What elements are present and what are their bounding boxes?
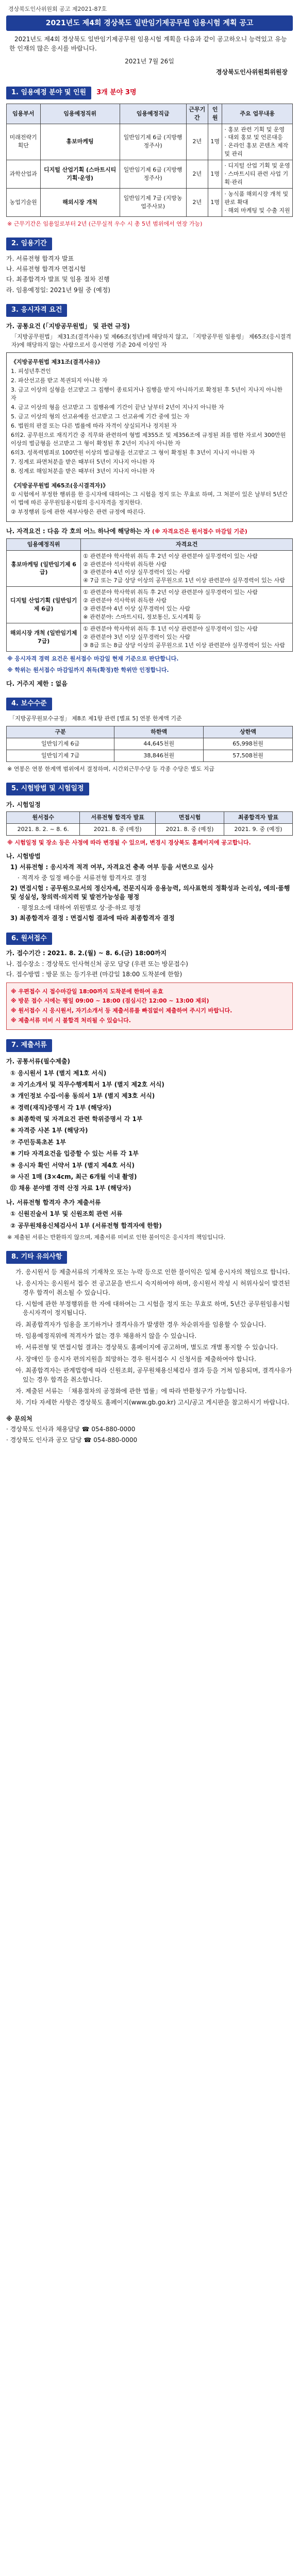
salary-table bbox=[6, 726, 293, 762]
warning-item: ※ 방문 접수 시에는 평일 09:00 ~ 18:00 (점심시간 12:00 ~ 13:00 제외) bbox=[11, 997, 209, 1005]
box-item: 2. 파산선고를 받고 복권되지 아니한 자 bbox=[11, 377, 108, 384]
cell-count: 1명 bbox=[208, 189, 222, 217]
cell-sched-interview: 2021. 8. 중 (예정) bbox=[155, 823, 224, 835]
cell-req-position: 디지털 산업기획 (일반임기제 6급) bbox=[7, 587, 81, 623]
section-1-extra: 3개 분야 3명 bbox=[96, 88, 137, 96]
schedule-table bbox=[6, 811, 293, 836]
list-item: · 적격자 중 일정 배수를 서류전형 합격자로 결정 bbox=[18, 874, 147, 882]
section-3-tag: 3. 응시자격 요건 bbox=[6, 304, 67, 317]
cell-dept: 미래전략기획단 bbox=[7, 124, 41, 160]
box-item: 7. 징계로 파면처분을 받은 때부터 5년이 지나지 아니한 자 bbox=[11, 458, 155, 465]
list-item: 가. 접수기간 : 2021. 8. 2.(월) ~ 8. 6.(금) 18:00까지 bbox=[6, 950, 167, 957]
list-item: ① 신원진술서 1부 및 신원조회 관련 서류 bbox=[10, 1210, 123, 1218]
section-5-tag: 5. 시험방법 및 시험일정 bbox=[6, 783, 89, 795]
th-sched-final: 최종합격자 발표 bbox=[224, 811, 292, 823]
section-4-tag: 4. 보수수준 bbox=[6, 698, 52, 710]
section-4-heading bbox=[6, 698, 293, 710]
contact-block bbox=[6, 1415, 293, 1445]
application-warning-box bbox=[6, 982, 293, 1030]
section-8-heading bbox=[6, 1251, 293, 1264]
cell-position: 홍보마케팅 bbox=[40, 124, 120, 160]
list-item: 3) 최종합격자 결정 : 면접시험 결과에 따라 최종합격자 결정 bbox=[10, 914, 175, 922]
disqualification-box bbox=[6, 352, 293, 522]
th-sched-interview: 면접시험 bbox=[155, 811, 224, 823]
box-item: 3. 금고 이상의 실형을 선고받고 그 집행이 종료되거나 집행을 받지 아니하기로 확정된 후 5년이 지나지 아니한 자 bbox=[11, 386, 283, 402]
list-item: ① 응시원서 1부 (별지 제1호 서식) bbox=[10, 1069, 107, 1077]
cell-salary-min: 38,846천원 bbox=[114, 750, 204, 761]
list-item: 바. 서류전형 및 면접시험 결과는 경상북도 홈페이지에 공고하며, 별도로 개별 통지할 수 있습니다. bbox=[15, 1344, 278, 1351]
section-7-note: ※ 제출된 서류는 반환하지 않으며, 제출서류 미비로 인한 불이익은 응시자의 책임입니다. bbox=[7, 1233, 226, 1241]
section-2-tag: 2. 임용기간 bbox=[6, 238, 52, 250]
cell-term: 2년 bbox=[186, 160, 208, 189]
cell-req-position: 해외시장 개척 (일반임기제 7급) bbox=[7, 623, 81, 652]
table-row bbox=[7, 189, 293, 217]
section-3b-title: 나. 자격요건 : 다음 각 호의 어느 하나에 해당하는 자 (※ 자격요건은 원서접수 마감일 기준) bbox=[6, 528, 247, 535]
cell-sched-final: 2021. 9. 중 (예정) bbox=[224, 823, 292, 835]
th-salary-max: 상한액 bbox=[204, 726, 293, 738]
section-5b-list bbox=[6, 863, 293, 923]
list-item: 나. 응시자는 응시원서 접수 전 공고문을 반드시 숙지하여야 하며, 응시원서 작성 시 허위사실이 발견된 경우 합격이 취소될 수 있습니다. bbox=[15, 1280, 290, 1296]
cell-term: 2년 bbox=[186, 189, 208, 217]
list-item: ③ 개인정보 수집·이용 동의서 1부 (별지 제3호 서식) bbox=[10, 1092, 155, 1100]
section-3c-title: 다. 거주지 제한 : 없음 bbox=[6, 680, 68, 687]
section-6-heading bbox=[6, 933, 293, 945]
th-req-position: 임용예정직위 bbox=[7, 538, 81, 550]
table-row bbox=[7, 587, 293, 623]
contact-item: · 경상북도 인사과 공모 담당 ☎ 054-880-0000 bbox=[6, 1436, 138, 1444]
list-item: 라. 임용예정일: 2021년 9월 중 (예정) bbox=[6, 286, 110, 294]
intro-text: 2021년도 제4회 경상북도 일반임기제공무원 임용시험 계획을 다음과 같이 공고하오니 능력있고 유능한 인재의 많은 응시를 바랍니다. bbox=[9, 36, 287, 52]
section-5b-title: 나. 시험방법 bbox=[6, 852, 41, 860]
list-item: 다. 시험에 관한 부정행위를 한 자에 대하여는 그 시험을 정지 또는 무효로 하며, 5년간 공무원임용시험 응시자격이 정지됩니다. bbox=[15, 1300, 290, 1317]
section-5a-title: 가. 시험일정 bbox=[6, 801, 41, 808]
list-item: 1) 서류전형 : 응시자격 적격 여부, 자격요건 충족 여부 등을 서면으로 심사 bbox=[10, 863, 213, 871]
cell-req-position: 홍보마케팅 (일반임기제 6급) bbox=[7, 550, 81, 587]
list-item: 자. 제출된 서류는 「채용절차의 공정화에 관한 법률」에 따라 반환청구가 가능합니다. bbox=[15, 1387, 247, 1395]
list-item: 마. 임용예정직위에 적격자가 없는 경우 채용하지 않을 수 있습니다. bbox=[15, 1332, 197, 1340]
list-item: 가. 서류전형 합격자 발표 bbox=[6, 255, 74, 262]
th-req-detail: 자격요건 bbox=[81, 538, 293, 550]
notice-date: 2021년 7월 26일 bbox=[125, 58, 174, 65]
cell-count: 1명 bbox=[208, 160, 222, 189]
th-sched-apply: 원서접수 bbox=[7, 811, 80, 823]
cell-salary-type: 일반임기제 6급 bbox=[7, 738, 114, 750]
list-item: 나. 서류전형 합격자 면접시험 bbox=[6, 265, 86, 273]
box-item: 6의2. 공무원으로 재직기간 중 직무와 관련하여 형법 제355조 및 제356조에 규정된 죄를 범한 자로서 300만원 이상의 벌금형을 선고받고 그 형이 확정된 후 2년이 지나지 아니한 자 bbox=[11, 431, 286, 447]
section-2-list bbox=[6, 255, 293, 295]
th-count: 인원 bbox=[208, 104, 222, 124]
notice-number: 경상북도인사위원회 공고 제2021-87호 bbox=[8, 6, 107, 12]
list-item: 2) 면접시험 : 공무원으로서의 정신자세, 전문지식과 응용능력, 의사표현의 정확성과 논리성, 예의·품행 및 성실성, 창의력·의지력 및 발전가능성을 평정 bbox=[10, 884, 290, 901]
cell-duty: · 디지털 산업 기획 및 운영 · 스마트시티 관련 사업 기획·관리 bbox=[222, 160, 293, 189]
page-title: 2021년도 제4회 경상북도 일반임기제공무원 임용시험 계획 공고 bbox=[6, 15, 293, 31]
box-item: 5. 금고 이상의 형의 선고유예를 선고받고 그 선고유예 기간 중에 있는 자 bbox=[11, 413, 190, 420]
cell-grade: 일반임기제 7급 (지방농업주사보) bbox=[120, 189, 186, 217]
section-1-tag: 1. 임용예정 분야 및 인원 bbox=[6, 87, 91, 99]
list-item: 다. 최종합격자 발표 및 임용 절차 진행 bbox=[6, 276, 110, 283]
box-item: 6. 법원의 판결 또는 다른 법률에 따라 자격이 상실되거나 정지된 자 bbox=[11, 422, 177, 429]
cell-salary-type: 일반임기제 7급 bbox=[7, 750, 114, 761]
th-sched-doc: 서류전형 합격자 발표 bbox=[80, 811, 156, 823]
list-item: · 평정요소에 대하여 위원별로 상·중·하로 평정 bbox=[18, 904, 141, 911]
section-3a-title: 가. 공통요건 (「지방공무원법」 및 관련 규정) bbox=[6, 323, 130, 330]
required-docs-list bbox=[6, 1069, 293, 1193]
cell-salary-min: 44,645천원 bbox=[114, 738, 204, 750]
section-6-list bbox=[6, 949, 293, 979]
section-3a-text: 「지방공무원법」 제31조(결격사유) 및 제66조(정년)에 해당하지 않고, 「지방공무원 임용령」 제65조(응시결격자)에 해당하지 않는 사람으로서 응시연령 기준 20세 이상인 자 bbox=[11, 333, 291, 349]
list-item: 사. 장애인 등 응시자 편의지원을 희망하는 경우 원서접수 시 신청서를 제출하여야 합니다. bbox=[15, 1355, 256, 1363]
list-item: ⑨ 응시자 확인 서약서 1부 (별지 제4호 서식) bbox=[10, 1161, 135, 1169]
table-row bbox=[7, 750, 293, 761]
warning-item: ※ 우편접수 시 접수마감일 18:00까지 도착분에 한하여 유효 bbox=[11, 988, 163, 995]
table-row bbox=[7, 550, 293, 587]
cell-count: 1명 bbox=[208, 124, 222, 160]
section-3-note: ※ 응시자격 경력 요건은 원서접수 마감일 현재 기준으로 판단합니다. bbox=[7, 655, 179, 662]
th-salary-type: 구분 bbox=[7, 726, 114, 738]
box-item: 1. 피성년후견인 bbox=[11, 368, 51, 375]
list-item: ⑥ 자격증 사본 1부 (해당자) bbox=[10, 1127, 88, 1134]
cell-salary-max: 57,508천원 bbox=[204, 750, 293, 761]
issuing-org: 경상북도인사위원회위원장 bbox=[215, 69, 288, 76]
box-item: ① 시험에서 부정한 행위를 한 응시자에 대하여는 그 시험을 정지 또는 무효로 하며, 그 처분이 있은 날부터 5년간 이 법에 따른 공무원임용시험의 응시자격을 정지한다. bbox=[11, 491, 288, 506]
th-salary-min: 하한액 bbox=[114, 726, 204, 738]
list-item: ⑩ 사진 1매 (3×4cm, 최근 6개월 이내 촬영) bbox=[10, 1173, 137, 1181]
list-item: ② 자기소개서 및 직무수행계획서 1부 (별지 제2호 서식) bbox=[10, 1080, 164, 1088]
cell-term: 2년 bbox=[186, 124, 208, 160]
table-row bbox=[7, 160, 293, 189]
positions-table bbox=[6, 104, 293, 217]
section-7a-title: 가. 공통서류(필수제출) bbox=[6, 1058, 71, 1065]
list-item: 아. 최종합격자는 관계법령에 따라 신원조회, 공무원채용신체검사 결과 등을 거쳐 임용되며, 결격사유가 있는 경우 합격을 취소합니다. bbox=[15, 1367, 292, 1383]
section-5-note: ※ 시험일정 및 장소 등은 사정에 따라 변경될 수 있으며, 변경시 경상북도 홈페이지에 공고합니다. bbox=[7, 839, 251, 846]
list-item: ② 공무원채용신체검사서 1부 (서류전형 합격자에 한함) bbox=[10, 1222, 162, 1229]
box-item: 4. 금고 이상의 형을 선고받고 그 집행유예 기간이 끝난 날부터 2년이 지나지 아니한 자 bbox=[11, 404, 224, 411]
table-row bbox=[7, 124, 293, 160]
box-item: 8. 징계로 해임처분을 받은 때부터 3년이 지나지 아니한 자 bbox=[11, 467, 155, 474]
section-6-tag: 6. 원서접수 bbox=[6, 933, 52, 945]
section-7-tag: 7. 제출서류 bbox=[6, 1039, 52, 1052]
th-grade: 임용예정직급 bbox=[120, 104, 186, 124]
section-1-heading bbox=[6, 87, 293, 99]
contact-item: · 경상북도 인사과 채용담당 ☎ 054-880-0000 bbox=[6, 1426, 136, 1433]
notes-list bbox=[6, 1268, 293, 1408]
section-4-text: 「지방공무원보수규정」 제8조 제1항 관련 [별표 5] 연봉 한계액 기준 bbox=[9, 715, 182, 722]
warning-item: ※ 원서접수 시 응시원서, 자기소개서 등 제출서류를 빠짐없이 제출하여 주시기 바랍니다. bbox=[11, 1007, 232, 1014]
section-7b-title: 나. 서류전형 합격자 추가 제출서류 bbox=[6, 1198, 101, 1206]
list-item: 차. 기타 자세한 사항은 경상북도 홈페이지(www.gb.go.kr) 고시/공고 게시판을 참고하시기 바랍니다. bbox=[15, 1399, 290, 1406]
cell-sched-apply: 2021. 8. 2. ~ 8. 6. bbox=[7, 823, 80, 835]
table-row bbox=[7, 823, 293, 835]
warning-item: ※ 제출서류 미비 시 불합격 처리될 수 있습니다. bbox=[11, 1017, 131, 1024]
section-4-note: ※ 연봉은 연봉 한계액 범위에서 결정하며, 시간외근무수당 등 각종 수당은 별도 지급 bbox=[7, 765, 214, 772]
cell-grade: 일반임기제 6급 (지방행정주사) bbox=[120, 160, 186, 189]
cell-salary-max: 65,998천원 bbox=[204, 738, 293, 750]
cell-position: 디지털 산업기획 (스마트시티 기획·운영) bbox=[40, 160, 120, 189]
section-8-tag: 8. 기타 유의사항 bbox=[6, 1251, 67, 1264]
cell-req-detail: ① 관련분야 학사학위 취득 후 2년 이상 관련분야 실무경력이 있는 사람 ② 관련분야 석사학위 취득한 사람 ③ 관련분야 4년 이상 실무경력이 있는 사람 ④ 7급 또는 7급 상당 이상의 공무원으로 1년 이상 관련분야 실무경력이 있는 사람 bbox=[81, 550, 293, 587]
cell-req-detail: ① 관련분야 학사학위 취득 후 2년 이상 관련분야 실무경력이 있는 사람 ② 관련분야 석사학위 취득한 사람 ③ 관련분야 4년 이상 실무경력이 있는 사람 ※ 관련분야: 스마트시티, 정보통신, 도시계획 등 bbox=[81, 587, 293, 623]
box-item: ② 부정행위 등에 관한 세부사항은 관련 규정에 따른다. bbox=[11, 509, 145, 516]
list-item: ⑤ 최종학력 및 자격요건 관련 학위증명서 각 1부 bbox=[10, 1115, 143, 1123]
section-3-heading bbox=[6, 304, 293, 317]
cell-req-detail: ① 관련분야 학사학위 취득 후 1년 이상 관련분야 실무경력이 있는 사람 ② 관련분야 3년 이상 실무경력이 있는 사람 ③ 8급 또는 8급 상당 이상의 공무원으로 1년 이상 관련분야 실무경력이 있는 사람 bbox=[81, 623, 293, 652]
additional-docs-list bbox=[6, 1210, 293, 1230]
cell-grade: 일반임기제 6급 (지방행정주사) bbox=[120, 124, 186, 160]
section-7-heading bbox=[6, 1039, 293, 1052]
list-item: 나. 접수장소 : 경상북도 인사혁신처 공모 담당 (우편 또는 방문접수) bbox=[6, 960, 188, 968]
section-3-note: ※ 학위는 원서접수 마감일까지 취득(확정)한 학위만 인정합니다. bbox=[7, 666, 169, 673]
cell-dept: 농업기술원 bbox=[7, 189, 41, 217]
table-row bbox=[7, 623, 293, 652]
section-2-heading bbox=[6, 238, 293, 250]
requirements-table bbox=[6, 538, 293, 652]
th-position: 임용예정직위 bbox=[40, 104, 120, 124]
cell-position: 해외시장 개척 bbox=[40, 189, 120, 217]
cell-dept: 과학산업과 bbox=[7, 160, 41, 189]
box-title: 《지방공무원법 제31조(결격사유)》 bbox=[11, 359, 103, 366]
list-item: 가. 응시원서 등 제출서류의 기재착오 또는 누락 등으로 인한 불이익은 일체 응시자의 책임으로 합니다. bbox=[15, 1268, 290, 1276]
th-duty: 주요 업무내용 bbox=[222, 104, 293, 124]
list-item: ⑪ 채용 분야별 경력 산정 자료 1부 (해당자) bbox=[10, 1184, 131, 1192]
contact-label: ※ 문의처 bbox=[6, 1415, 32, 1422]
section-1-note: ※ 근무기간은 임용일로부터 2년 (근무실적 우수 시 총 5년 범위에서 연장 가능) bbox=[7, 220, 203, 227]
cell-duty: · 농식품 해외시장 개척 및 판로 확대 · 해외 마케팅 및 수출 지원 bbox=[222, 189, 293, 217]
th-term: 근무기간 bbox=[186, 104, 208, 124]
cell-duty: · 홍보 관련 기획 및 운영 · 대외 홍보 및 언론대응 · 온라인 홍보 콘텐츠 제작 및 관리 bbox=[222, 124, 293, 160]
box-item: 6의3. 성폭력범죄로 100만원 이상의 벌금형을 선고받고 그 형이 확정된 후 3년이 지나지 아니한 자 bbox=[11, 449, 255, 456]
list-item: 다. 접수방법 : 방문 또는 등기우편 (마감일 18:00 도착분에 한함) bbox=[6, 971, 182, 978]
section-5-heading bbox=[6, 783, 293, 795]
list-item: 라. 최종합격자가 임용을 포기하거나 결격사유가 발생한 경우 차순위자를 임용할 수 있습니다. bbox=[15, 1320, 267, 1328]
list-item: ④ 경력(재직)증명서 각 1부 (해당자) bbox=[10, 1104, 112, 1111]
th-dept: 임용부서 bbox=[7, 104, 41, 124]
box-title: 《지방공무원법 제65조(응시결격자)》 bbox=[11, 482, 109, 489]
list-item: ⑧ 기타 자격요건을 입증할 수 있는 서류 각 1부 bbox=[10, 1150, 139, 1158]
list-item: ⑦ 주민등록초본 1부 bbox=[10, 1138, 67, 1146]
cell-sched-doc: 2021. 8. 중 (예정) bbox=[80, 823, 156, 835]
table-row bbox=[7, 738, 293, 750]
